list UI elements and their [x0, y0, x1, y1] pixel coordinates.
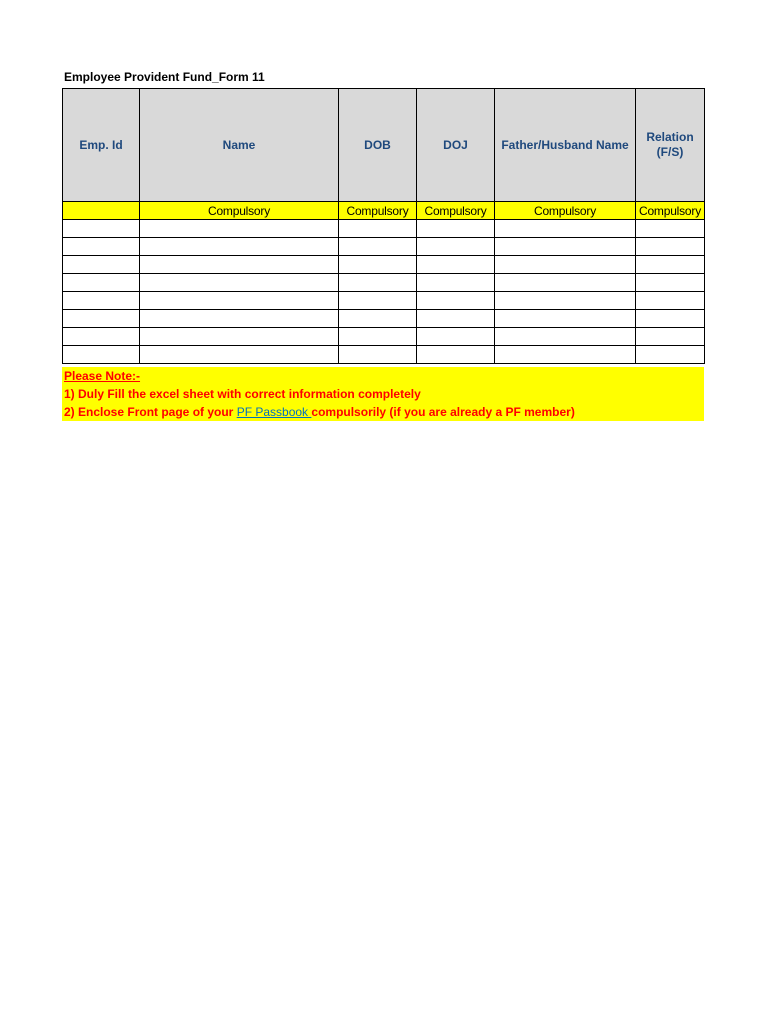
table-cell[interactable] [63, 220, 140, 238]
table-cell[interactable] [339, 256, 417, 274]
table-cell[interactable] [495, 310, 636, 328]
table-cell[interactable] [417, 220, 495, 238]
table-cell[interactable] [63, 292, 140, 310]
table-cell[interactable] [636, 274, 705, 292]
table-cell[interactable] [417, 292, 495, 310]
note-line-2-suffix: compulsorily (if you are already a PF member) [311, 405, 575, 419]
table-cell[interactable] [63, 310, 140, 328]
requirement-dob: Compulsory [339, 202, 417, 220]
table-cell[interactable] [339, 346, 417, 364]
table-cell[interactable] [63, 274, 140, 292]
table-cell[interactable] [140, 328, 339, 346]
table-cell[interactable] [140, 256, 339, 274]
requirement-name: Compulsory [140, 202, 339, 220]
table-cell[interactable] [63, 328, 140, 346]
table-cell[interactable] [63, 256, 140, 274]
table-cell[interactable] [636, 220, 705, 238]
header-doj: DOJ [417, 89, 495, 202]
table-cell[interactable] [140, 220, 339, 238]
requirement-relation: Compulsory [636, 202, 705, 220]
table-row [63, 220, 705, 238]
table-cell[interactable] [636, 346, 705, 364]
table-cell[interactable] [417, 238, 495, 256]
table-cell[interactable] [636, 256, 705, 274]
table-row [63, 292, 705, 310]
table-cell[interactable] [495, 292, 636, 310]
table-cell[interactable] [417, 274, 495, 292]
table-cell[interactable] [495, 346, 636, 364]
table-cell[interactable] [63, 346, 140, 364]
table-row [63, 256, 705, 274]
header-dob: DOB [339, 89, 417, 202]
table-cell[interactable] [495, 328, 636, 346]
table-cell[interactable] [417, 346, 495, 364]
table-cell[interactable] [339, 292, 417, 310]
header-row [63, 89, 705, 202]
table-cell[interactable] [417, 310, 495, 328]
pf-passbook-link[interactable]: PF Passbook [236, 405, 312, 419]
table-cell[interactable] [339, 310, 417, 328]
table-row [63, 328, 705, 346]
table-cell[interactable] [339, 238, 417, 256]
table-cell[interactable] [417, 256, 495, 274]
table-row [63, 238, 705, 256]
table-cell[interactable] [140, 238, 339, 256]
table-cell[interactable] [636, 238, 705, 256]
table-cell[interactable] [636, 292, 705, 310]
requirement-emp-id [63, 202, 140, 220]
header-relation: Relation (F/S) [636, 89, 705, 202]
note-heading: Please Note:- [64, 369, 141, 383]
page-title: Employee Provident Fund_Form 11 [64, 70, 265, 84]
table-cell[interactable] [495, 274, 636, 292]
table-cell[interactable] [63, 238, 140, 256]
table-cell[interactable] [417, 328, 495, 346]
note-line-2 [62, 403, 704, 421]
table-cell[interactable] [140, 274, 339, 292]
requirement-father-husband-name: Compulsory [495, 202, 636, 220]
table-cell[interactable] [495, 256, 636, 274]
table-cell[interactable] [140, 346, 339, 364]
header-name: Name [140, 89, 339, 202]
header-father-husband-name: Father/Husband Name [495, 89, 636, 202]
note-box [62, 367, 704, 421]
table-cell[interactable] [339, 328, 417, 346]
table-row [63, 274, 705, 292]
table-row [63, 310, 705, 328]
table-cell[interactable] [140, 310, 339, 328]
table-cell[interactable] [339, 220, 417, 238]
table-cell[interactable] [140, 292, 339, 310]
note-line-1: 1) Duly Fill the excel sheet with correct information completely [64, 387, 421, 401]
note-line-2-prefix: 2) Enclose Front page of your [64, 405, 237, 419]
table-cell[interactable] [495, 238, 636, 256]
table-cell[interactable] [339, 274, 417, 292]
table-cell[interactable] [495, 220, 636, 238]
table-cell[interactable] [636, 328, 705, 346]
requirement-row [63, 202, 705, 220]
table-row [63, 346, 705, 364]
form-table [62, 88, 705, 364]
header-emp-id: Emp. Id [63, 89, 140, 202]
table-cell[interactable] [636, 310, 705, 328]
requirement-doj: Compulsory [417, 202, 495, 220]
